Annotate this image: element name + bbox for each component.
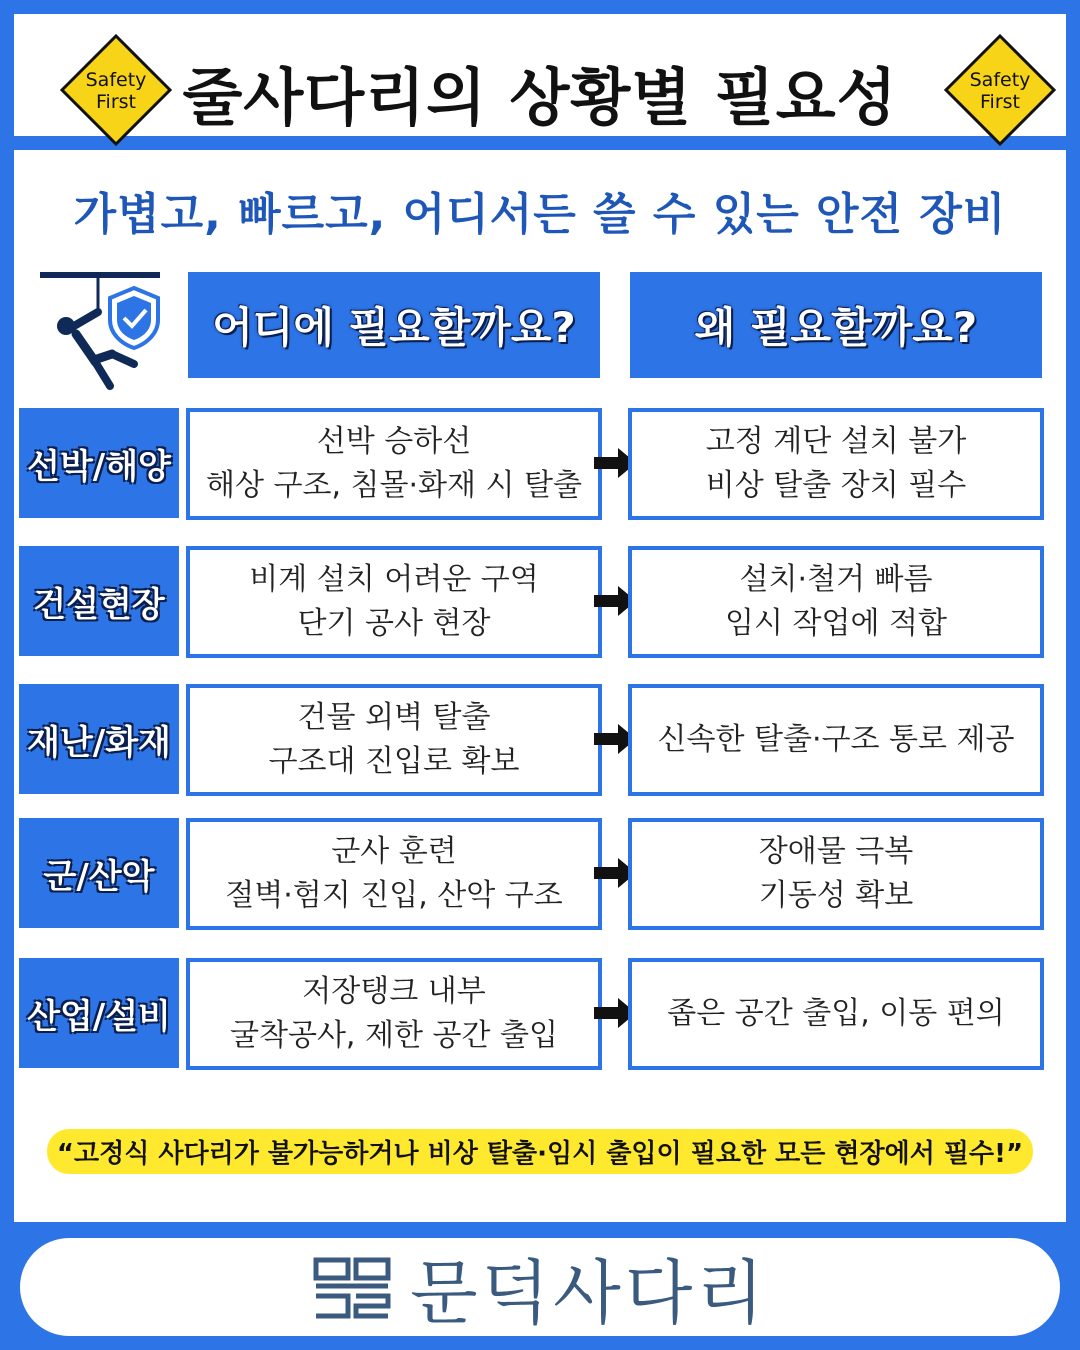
where-line: 건물 외벽 탈출 — [297, 700, 491, 735]
where-cell — [186, 408, 602, 520]
where-line: 구조대 진입로 확보 — [268, 744, 520, 779]
why-line: 기동성 확보 — [758, 878, 914, 913]
where-cell — [186, 818, 602, 930]
where-line: 저장탱크 내부 — [302, 974, 486, 1009]
badge-text-line2: First — [980, 91, 1020, 113]
brand-name: 문덕사다리 — [409, 1251, 769, 1334]
header — [14, 14, 1066, 136]
where-line: 절벽·험지 진입, 산악 구조 — [225, 878, 563, 913]
page-title: 줄사다리의 상황별 필요성 — [182, 61, 898, 134]
why-cell — [628, 958, 1044, 1070]
table-row — [14, 408, 1066, 520]
brand-logo-icon — [312, 1252, 392, 1322]
where-cell — [186, 684, 602, 796]
badge-text-line2: First — [96, 91, 136, 113]
where-cell — [186, 958, 602, 1070]
category-label: 산업/설비 — [19, 958, 179, 1068]
why-cell — [628, 684, 1044, 796]
why-line: 비상 탈출 장치 필수 — [705, 468, 967, 503]
why-cell — [628, 818, 1044, 930]
why-cell — [628, 408, 1044, 520]
content-panel — [14, 150, 1066, 1222]
brand — [312, 1237, 768, 1338]
climber-shield-icon — [36, 268, 166, 394]
why-line: 고정 계단 설치 불가 — [705, 424, 967, 459]
badge-text-line1: Safety — [969, 69, 1031, 91]
why-cell — [628, 546, 1044, 658]
subtitle: 가볍고, 빠르고, 어디서든 쓸 수 있는 안전 장비 — [73, 189, 1007, 240]
table-row — [14, 958, 1066, 1070]
where-cell — [186, 546, 602, 658]
safety-first-sign-icon — [942, 32, 1058, 148]
where-line: 굴착공사, 제한 공간 출입 — [230, 1018, 558, 1053]
where-line: 선박 승하선 — [316, 424, 472, 459]
where-line: 비계 설치 어려운 구역 — [249, 562, 539, 597]
why-line: 장애물 극복 — [758, 834, 914, 869]
where-line: 해상 구조, 침몰·화재 시 탈출 — [206, 468, 582, 503]
category-label: 건설현장 — [19, 546, 179, 656]
category-label: 재난/화재 — [19, 684, 179, 794]
why-line: 신속한 탈출·구조 통로 제공 — [657, 722, 1015, 757]
where-line: 군사 훈련 — [331, 834, 457, 869]
why-line: 좁은 공간 출입, 이동 편의 — [667, 996, 1005, 1031]
footer — [20, 1238, 1060, 1336]
where-line: 단기 공사 현장 — [297, 606, 491, 641]
category-label: 선박/해양 — [19, 408, 179, 518]
category-label: 군/산악 — [19, 818, 179, 928]
table-row — [14, 684, 1066, 796]
why-line: 설치·철거 빠름 — [739, 562, 933, 597]
badge-text-line1: Safety — [85, 69, 147, 91]
highlight-quote — [28, 1128, 1052, 1174]
table-row — [14, 818, 1066, 930]
why-line: 임시 작업에 적합 — [725, 606, 947, 641]
column-header-where: 어디에 필요할까요? — [188, 272, 600, 378]
table-row — [14, 546, 1066, 658]
quote-text: “고정식 사다리가 불가능하거나 비상 탈출·임시 출입이 필요한 모든 현장에서 필수!” — [47, 1129, 1033, 1174]
column-header-why: 왜 필요할까요? — [630, 272, 1042, 378]
